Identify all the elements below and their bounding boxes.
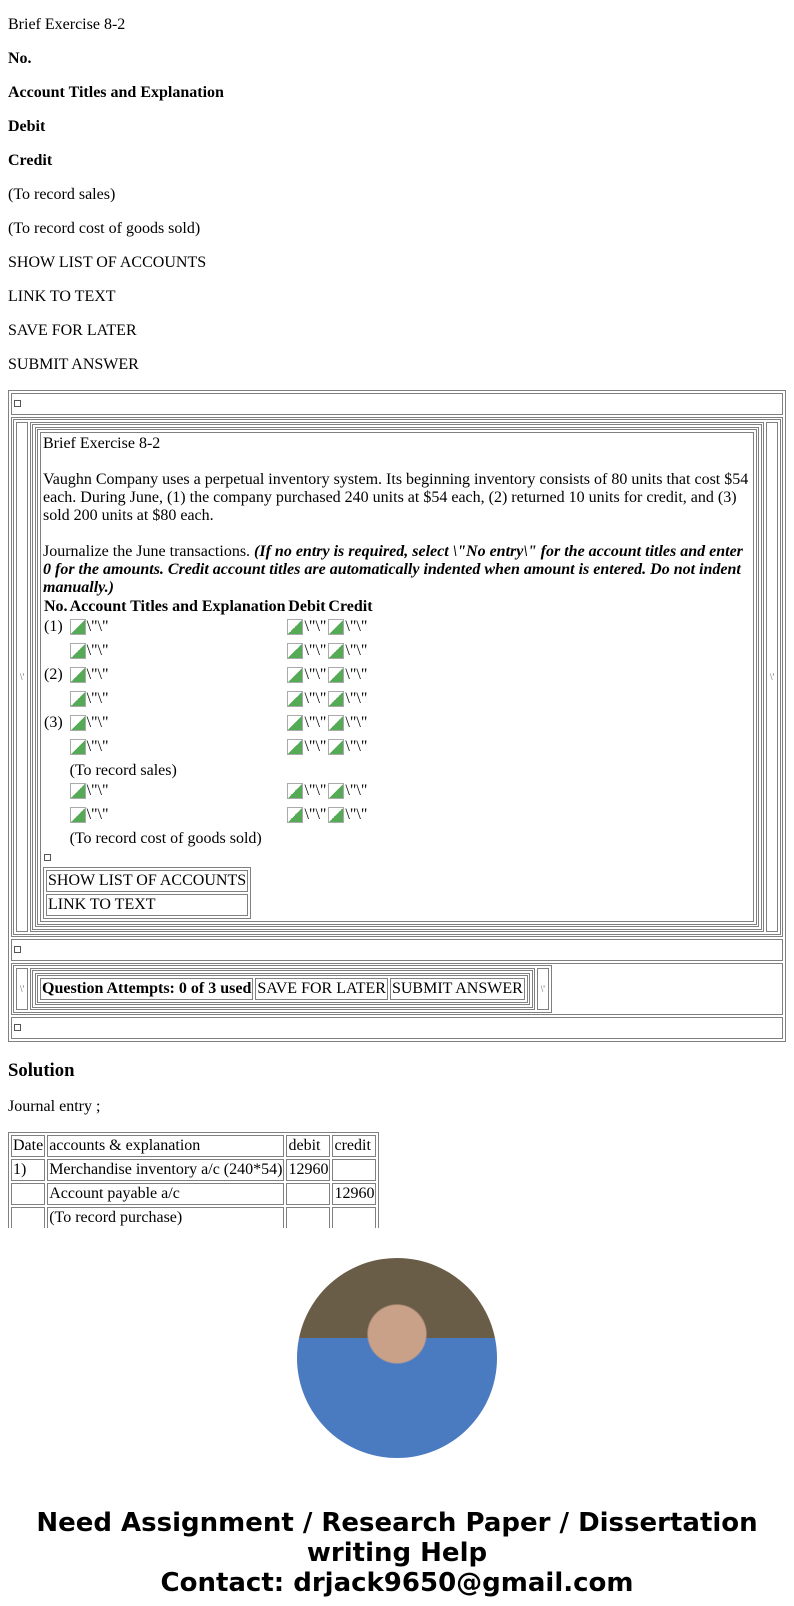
table-row xyxy=(11,1159,376,1181)
journal-row xyxy=(43,665,374,689)
column-header: accounts & explanation xyxy=(47,1135,284,1157)
attempts-label: Question Attempts: 0 of 3 used xyxy=(40,978,253,1000)
table-cell: Account payable a/c xyxy=(47,1183,284,1205)
journal-row xyxy=(43,805,374,829)
table-cell: Merchandise inventory a/c (240*54) xyxy=(47,1159,284,1181)
broken-image-icon[interactable] xyxy=(287,641,326,661)
alt-text: \"\" xyxy=(86,642,109,659)
broken-image-icon[interactable] xyxy=(70,737,109,757)
broken-image-icon[interactable] xyxy=(328,641,367,661)
link-to-text[interactable]: LINK TO TEXT xyxy=(8,288,116,305)
column-header: Date xyxy=(11,1135,45,1157)
alt-text: \"\" xyxy=(86,618,109,635)
row-no: (3) xyxy=(44,714,63,731)
broken-image-icon[interactable] xyxy=(287,617,326,637)
alt-text: \"\" xyxy=(345,738,368,755)
instr-bold: (If no entry is required, select \"No entry\" for the account titles and enter 0 for the amounts. Credit account titles are automatically indented when amount is entered. Do not indent manually.) xyxy=(43,543,743,596)
col-debit: Debit xyxy=(288,598,326,615)
journal-table xyxy=(43,597,374,849)
journal-row xyxy=(43,737,374,761)
promo-banner xyxy=(8,1508,786,1598)
save-for-later[interactable]: SAVE FOR LATER xyxy=(8,322,137,339)
broken-image-icon[interactable] xyxy=(328,805,367,825)
row-no: (2) xyxy=(44,666,63,683)
alt-text: \"\" xyxy=(345,714,368,731)
alt-text: \"\" xyxy=(304,618,327,635)
marker-icon xyxy=(44,854,51,861)
table-cell xyxy=(11,1183,45,1205)
question-title: Brief Exercise 8-2 xyxy=(43,435,161,452)
alt-text: \"\" xyxy=(86,806,109,823)
marker-icon xyxy=(14,946,21,953)
alt-text: \"\" xyxy=(304,714,327,731)
broken-image-icon[interactable] xyxy=(328,617,367,637)
side-cell: \' xyxy=(537,968,549,1010)
header-account: Account Titles and Explanation xyxy=(8,84,224,101)
journal-row xyxy=(43,617,374,641)
broken-image-icon[interactable] xyxy=(328,689,367,709)
side-cell: \' xyxy=(16,968,28,1010)
alt-text: \"\" xyxy=(345,690,368,707)
author-photo xyxy=(297,1258,497,1458)
to-record-cogs: (To record cost of goods sold) xyxy=(8,220,201,237)
promo-contact: Contact: drjack9650@gmail.com xyxy=(160,1568,634,1598)
journal-row xyxy=(43,641,374,665)
to-record-sales-row: (To record sales) xyxy=(69,762,177,779)
broken-image-icon[interactable] xyxy=(328,665,367,685)
row-no xyxy=(43,689,69,713)
table-row xyxy=(11,1183,376,1205)
alt-text: \"\" xyxy=(345,666,368,683)
solution-table xyxy=(8,1132,379,1228)
to-record-cogs-row: (To record cost of goods sold) xyxy=(69,830,262,847)
col-credit: Credit xyxy=(328,598,373,615)
journal-row xyxy=(43,689,374,713)
column-header: debit xyxy=(286,1135,330,1157)
table-cell: (To record purchase) xyxy=(47,1207,284,1228)
show-list-button[interactable]: SHOW LIST OF ACCOUNTS xyxy=(46,870,248,892)
header-debit: Debit xyxy=(8,118,46,135)
alt-text: \"\" xyxy=(345,782,368,799)
table-cell xyxy=(332,1207,376,1228)
table-cell xyxy=(286,1207,330,1228)
show-list-link[interactable]: SHOW LIST OF ACCOUNTS xyxy=(8,254,207,271)
table-cell: 1) xyxy=(11,1159,45,1181)
marker-icon xyxy=(14,1024,21,1031)
save-for-later-button[interactable]: SAVE FOR LATER xyxy=(255,978,388,1000)
alt-text: \"\" xyxy=(86,666,109,683)
table-row xyxy=(11,1207,376,1228)
question-body: Vaughn Company uses a perpetual inventory system. Its beginning inventory consists of 80 units that cost $54 each. During June, (1) the company purchased 240 units at $54 each, (2) returned 10 units for credit, and (3) sold 200 units at $80 each. xyxy=(43,471,749,524)
row-no: (1) xyxy=(44,618,63,635)
broken-image-icon[interactable] xyxy=(287,737,326,757)
broken-image-icon[interactable] xyxy=(287,665,326,685)
alt-text: \"\" xyxy=(304,738,327,755)
table-header xyxy=(11,1135,376,1157)
alt-text: \"\" xyxy=(304,690,327,707)
broken-image-icon[interactable] xyxy=(328,737,367,757)
broken-image-icon[interactable] xyxy=(287,781,326,801)
alt-text: \"\" xyxy=(304,806,327,823)
promo-line: Need Assignment / Research Paper / Dissertation writing Help xyxy=(36,1508,758,1568)
broken-image-icon[interactable] xyxy=(70,805,109,825)
alt-text: \"\" xyxy=(86,690,109,707)
submit-answer[interactable]: SUBMIT ANSWER xyxy=(8,356,139,373)
question-instructions xyxy=(43,543,751,597)
broken-image-icon[interactable] xyxy=(70,781,109,801)
question-frame xyxy=(8,390,786,1042)
side-cell: \' xyxy=(16,422,28,932)
row-no xyxy=(43,641,69,665)
col-no: No. xyxy=(44,598,68,615)
table-cell xyxy=(286,1183,330,1205)
link-to-text-button[interactable]: LINK TO TEXT xyxy=(46,894,248,916)
header-no: No. xyxy=(8,50,32,67)
row-no xyxy=(43,737,69,761)
alt-text: \"\" xyxy=(345,806,368,823)
alt-text: \"\" xyxy=(86,738,109,755)
broken-image-icon[interactable] xyxy=(70,665,109,685)
broken-image-icon[interactable] xyxy=(70,641,109,661)
table-cell: 12960 xyxy=(332,1183,376,1205)
col-account: Account Titles and Explanation xyxy=(69,598,286,615)
alt-text: \"\" xyxy=(304,782,327,799)
table-cell: 12960 xyxy=(286,1159,330,1181)
column-header: credit xyxy=(332,1135,376,1157)
side-cell: \' xyxy=(766,422,778,932)
instr-plain: Journalize the June transactions. xyxy=(43,543,255,560)
links-box xyxy=(43,867,251,919)
broken-image-icon[interactable] xyxy=(328,781,367,801)
table-cell xyxy=(332,1159,376,1181)
table-cell xyxy=(11,1207,45,1228)
broken-image-icon[interactable] xyxy=(70,689,109,709)
to-record-sales: (To record sales) xyxy=(8,186,116,203)
broken-image-icon[interactable] xyxy=(287,713,326,733)
journal-row xyxy=(43,713,374,737)
marker-icon xyxy=(14,400,21,407)
header-credit: Credit xyxy=(8,152,53,169)
broken-image-icon[interactable] xyxy=(287,805,326,825)
submit-answer-button[interactable]: SUBMIT ANSWER xyxy=(390,978,525,1000)
journal-row xyxy=(43,781,374,805)
solution-intro: Journal entry ; xyxy=(8,1098,101,1115)
alt-text: \"\" xyxy=(304,642,327,659)
alt-text: \"\" xyxy=(86,782,109,799)
broken-image-icon[interactable] xyxy=(70,617,109,637)
solution-heading: Solution xyxy=(8,1060,75,1081)
title: Brief Exercise 8-2 xyxy=(8,16,126,33)
broken-image-icon[interactable] xyxy=(70,713,109,733)
alt-text: \"\" xyxy=(86,714,109,731)
broken-image-icon[interactable] xyxy=(287,689,326,709)
alt-text: \"\" xyxy=(345,642,368,659)
alt-text: \"\" xyxy=(304,666,327,683)
alt-text: \"\" xyxy=(345,618,368,635)
broken-image-icon[interactable] xyxy=(328,713,367,733)
